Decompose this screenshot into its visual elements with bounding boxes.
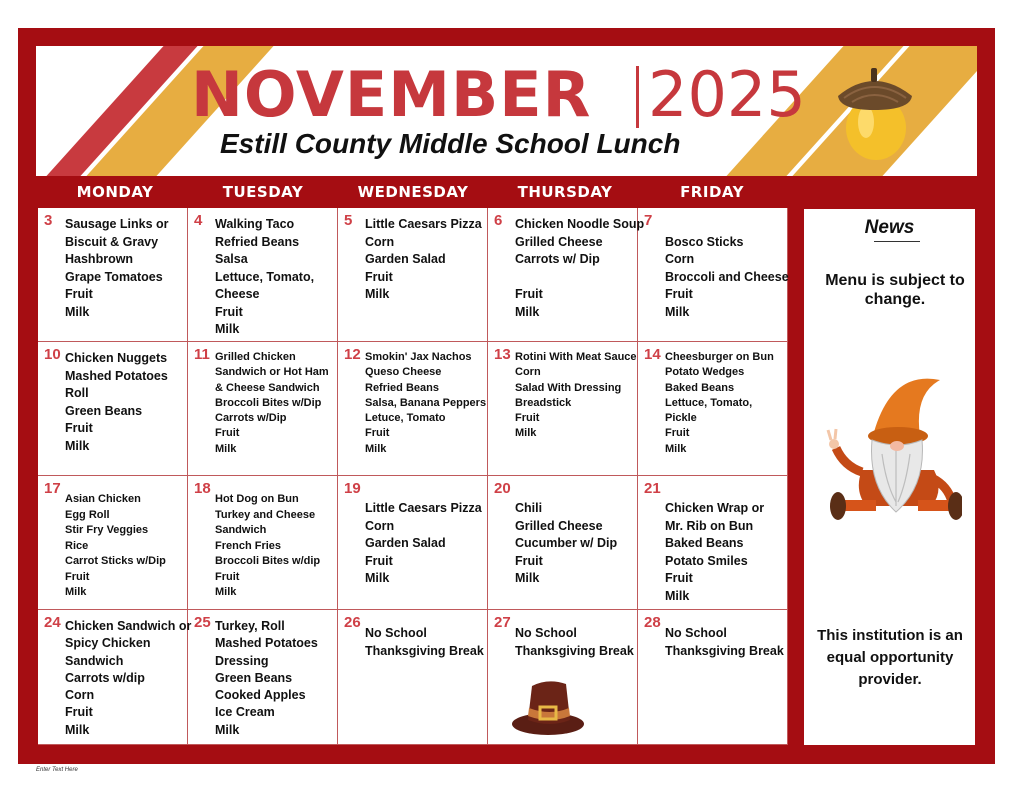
menu-item: Lettuce, Tomato, — [665, 396, 753, 409]
day-number: 11 — [194, 346, 210, 363]
day-number: 10 — [44, 346, 61, 363]
day-cell — [638, 208, 788, 342]
menu-item: Corn — [65, 688, 95, 703]
day-cell — [338, 208, 488, 342]
menu-item: No School — [515, 626, 577, 640]
day-number: 24 — [44, 614, 61, 631]
menu-list — [65, 618, 192, 739]
menu-item: Milk — [665, 304, 690, 319]
menu-item: Grilled Cheese — [515, 518, 603, 533]
menu-item: Grilled Cheese — [515, 234, 603, 249]
menu-item: Refried Beans — [365, 381, 439, 394]
menu-item: Broccoli Bites w/Dip — [215, 396, 322, 409]
menu-item: Grilled Chicken — [215, 351, 296, 363]
menu-item: Green Beans — [215, 670, 293, 685]
news-panel — [804, 209, 975, 745]
menu-item: Sandwich or Hot Ham — [215, 366, 329, 379]
day-number: 7 — [644, 212, 653, 229]
menu-item: Mr. Rib on Bun — [665, 518, 754, 533]
menu-item: Cheesburger on Bun — [665, 351, 774, 363]
day-number: 19 — [344, 480, 361, 497]
menu-item: Mashed Potatoes — [65, 368, 168, 383]
menu-item: Chicken Sandwich or — [65, 619, 192, 633]
menu-item: Egg Roll — [65, 508, 110, 521]
day-number: 4 — [194, 212, 203, 229]
menu-item: Corn — [365, 518, 395, 533]
title-divider — [636, 66, 639, 128]
menu-item: Milk — [365, 442, 387, 455]
day-cell — [188, 342, 338, 476]
menu-list — [365, 216, 485, 304]
menu-item: Milk — [665, 442, 687, 455]
menu-list — [515, 500, 635, 588]
menu-item: Carrots w/ Dip — [515, 252, 600, 266]
menu-item: Salsa, Banana Peppers — [365, 396, 487, 409]
menu-item: Fruit — [515, 553, 543, 568]
menu-item: Chicken Noodle Soup — [515, 217, 645, 231]
menu-item: Fruit — [65, 570, 90, 583]
menu-item: Fruit — [665, 287, 693, 301]
menu-item: Salad With Dressing — [515, 381, 622, 394]
menu-item: Milk — [65, 438, 90, 453]
menu-item: Thanksgiving Break — [365, 644, 484, 658]
menu-list — [665, 624, 785, 660]
news-title: News — [864, 217, 915, 238]
menu-item: Stir Fry Veggies — [65, 524, 149, 536]
menu-item: Milk — [215, 722, 240, 737]
menu-item: Milk — [515, 571, 540, 585]
day-number: 25 — [194, 614, 211, 631]
weekday-header-thursday: THURSDAY — [517, 183, 613, 201]
day-number: 12 — [344, 346, 361, 363]
menu-item: Baked Beans — [665, 536, 744, 550]
menu-item: Grape Tomatoes — [65, 269, 163, 284]
menu-item: Pickle — [665, 412, 697, 425]
day-cell — [488, 476, 638, 610]
menu-item: Ice Cream — [215, 705, 275, 720]
weekday-header-monday: MONDAY — [76, 183, 154, 201]
school-title: Estill County Middle School Lunch — [220, 128, 681, 159]
menu-list — [365, 624, 485, 660]
gnome-illustration — [822, 374, 962, 534]
day-number: 26 — [344, 614, 361, 631]
day-number: 28 — [644, 614, 661, 631]
day-number: 3 — [44, 212, 53, 229]
day-number: 18 — [194, 480, 211, 497]
menu-list — [215, 492, 335, 601]
menu-item: Corn — [515, 366, 541, 379]
menu-item: Bosco Sticks — [665, 234, 744, 249]
day-cell — [488, 342, 638, 476]
news-underline — [874, 241, 920, 242]
menu-item: Milk — [65, 586, 87, 598]
weekday-header-friday: FRIDAY — [680, 183, 744, 201]
pilgrim-hat-icon — [510, 668, 590, 748]
weekday-header-tuesday: TUESDAY — [222, 183, 304, 201]
menu-item: Salsa — [215, 252, 248, 266]
menu-item: Chicken Wrap or — [665, 501, 765, 515]
day-number: 21 — [644, 480, 661, 497]
day-cell — [188, 208, 338, 342]
menu-item: Fruit — [515, 287, 543, 301]
menu-item: Milk — [65, 304, 90, 319]
menu-item: Milk — [215, 322, 240, 336]
day-number: 17 — [44, 480, 61, 497]
menu-item: Mashed Potatoes — [215, 636, 318, 651]
day-cell — [638, 476, 788, 610]
menu-item: Smokin' Jax Nachos — [365, 351, 472, 363]
menu-item: Queso Cheese — [365, 366, 442, 379]
title-month: NOVEMBER — [191, 58, 592, 131]
menu-item: Fruit — [215, 570, 240, 583]
menu-item: Cooked Apples — [215, 688, 306, 703]
day-cell — [188, 610, 338, 745]
menu-list — [665, 216, 789, 321]
footer-placeholder: Enter Text Here — [36, 767, 78, 773]
menu-item: Baked Beans — [665, 381, 735, 394]
menu-item: Fruit — [215, 304, 243, 319]
day-number: 5 — [344, 212, 353, 229]
menu-item: Lettuce, Tomato, — [215, 269, 315, 284]
menu-list — [515, 216, 645, 321]
menu-item: Fruit — [665, 571, 693, 585]
menu-item: Hot Dog on Bun — [215, 493, 299, 505]
menu-item: Carrots w/Dip — [215, 412, 287, 425]
equal-opportunity-statement: This institution is an equal opportunity provider. — [817, 627, 963, 688]
menu-list — [65, 216, 185, 321]
menu-item: Spicy Chicken — [65, 636, 151, 651]
menu-list — [665, 350, 785, 457]
menu-item — [665, 216, 785, 234]
menu-item: Walking Taco — [215, 217, 295, 231]
day-cell — [488, 208, 645, 342]
menu-item: Little Caesars Pizza — [365, 501, 482, 515]
menu-item — [515, 269, 635, 287]
menu-item: Sandwich — [215, 524, 267, 536]
menu-item: Letuce, Tomato — [365, 412, 446, 425]
menu-item: Milk — [515, 427, 537, 440]
menu-item: Milk — [515, 304, 540, 319]
menu-item: Refried Beans — [215, 234, 300, 249]
day-cell — [38, 208, 188, 342]
menu-item: Thanksgiving Break — [515, 644, 634, 658]
day-cell — [638, 610, 788, 745]
menu-item: Fruit — [365, 553, 393, 568]
title-year: 2025 — [648, 58, 806, 131]
day-number: 27 — [494, 614, 511, 631]
menu-item: Turkey, Roll — [215, 619, 285, 633]
menu-item: Milk — [65, 722, 90, 737]
day-cell — [188, 476, 338, 610]
menu-item: Broccoli Bites w/dip — [215, 555, 321, 567]
menu-item: Fruit — [65, 287, 93, 301]
menu-item: Little Caesars Pizza — [365, 217, 482, 231]
menu-list — [515, 624, 635, 660]
menu-item: Fruit — [365, 269, 393, 284]
menu-item: Fruit — [365, 427, 390, 440]
day-number: 20 — [494, 480, 511, 497]
menu-item: Milk — [215, 442, 237, 455]
menu-item: Rice — [65, 539, 89, 552]
menu-item: French Fries — [215, 539, 282, 552]
menu-item: Carrot Sticks w/Dip — [65, 555, 166, 567]
menu-item: Milk — [365, 571, 390, 585]
menu-item: Potato Wedges — [665, 366, 745, 379]
menu-list — [665, 500, 785, 605]
menu-item: Breadstick — [515, 396, 572, 409]
menu-item: Chili — [515, 501, 543, 515]
day-cell — [38, 342, 188, 476]
menu-list — [215, 350, 335, 457]
menu-item: Milk — [215, 586, 237, 598]
menu-item: Green Beans — [65, 403, 143, 418]
menu-item: Cheese — [215, 287, 260, 301]
day-cell — [338, 476, 488, 610]
menu-item: Sandwich — [65, 653, 124, 668]
menu-item: Broccoli and Cheese — [665, 269, 789, 284]
menu-item: Dressing — [215, 653, 269, 668]
title-banner — [36, 46, 977, 176]
day-cell — [638, 342, 788, 476]
weekday-header-wednesday: WEDNESDAY — [357, 183, 469, 201]
menu-item: Fruit — [515, 412, 540, 425]
menu-item: Milk — [665, 588, 690, 603]
day-cell — [338, 610, 488, 745]
menu-grid — [38, 208, 788, 745]
menu-list — [515, 350, 635, 442]
day-number: 13 — [494, 346, 511, 363]
menu-list — [65, 350, 185, 455]
menu-item: Hashbrown — [65, 252, 134, 266]
menu-list — [215, 618, 335, 739]
menu-item: Corn — [365, 234, 395, 249]
day-number: 14 — [644, 346, 661, 363]
menu-item: Roll — [65, 386, 89, 400]
menu-list — [365, 500, 485, 588]
menu-list — [215, 216, 335, 339]
menu-item: Carrots w/dip — [65, 670, 145, 685]
acorn-icon — [832, 62, 916, 162]
menu-item: Cucumber w/ Dip — [515, 536, 618, 550]
day-cell — [38, 610, 192, 745]
menu-item: Corn — [665, 252, 695, 266]
menu-item: No School — [365, 626, 427, 640]
menu-item: Turkey and Cheese — [215, 508, 316, 521]
menu-item: Milk — [365, 287, 390, 301]
day-number: 6 — [494, 212, 503, 229]
menu-item: Potato Smiles — [665, 553, 748, 568]
day-cell — [338, 342, 488, 476]
menu-item: & Cheese Sandwich — [215, 381, 320, 394]
menu-item: Asian Chicken — [65, 493, 141, 505]
day-cell — [38, 476, 188, 610]
menu-item: Fruit — [65, 705, 93, 720]
menu-item: Chicken Nuggets — [65, 351, 168, 365]
menu-item: Garden Salad — [365, 252, 446, 266]
menu-item: No School — [665, 626, 727, 640]
menu-item: Rotini With Meat Sauce — [515, 351, 637, 363]
menu-item: Fruit — [215, 427, 240, 440]
menu-change-notice: Menu is subject to change. — [825, 272, 965, 308]
menu-list — [65, 492, 185, 601]
menu-item: Biscuit & Gravy — [65, 234, 159, 249]
menu-item: Thanksgiving Break — [665, 644, 784, 658]
menu-item: Sausage Links or — [65, 217, 169, 231]
menu-item: Fruit — [665, 427, 690, 440]
menu-item: Fruit — [65, 421, 93, 435]
menu-list — [365, 350, 485, 457]
menu-item: Garden Salad — [365, 536, 446, 550]
